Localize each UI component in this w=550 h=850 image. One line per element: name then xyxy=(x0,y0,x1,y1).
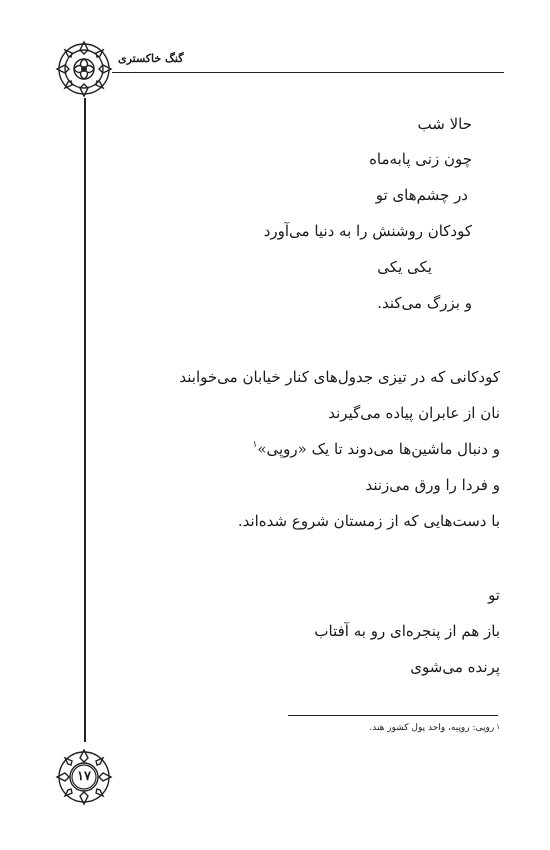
page-number: ۱۷ xyxy=(77,769,91,784)
poem-line: نان از عابران پیاده می‌گیرند xyxy=(328,404,500,422)
poem-line: یکی یکی xyxy=(377,258,432,276)
poem-line: کودکان روشنش را به دنیا می‌آورد xyxy=(263,222,472,240)
footnote xyxy=(369,723,500,733)
poem-line: تو xyxy=(488,586,500,604)
poem-line: و بزرگ می‌کند. xyxy=(377,294,472,312)
poem-line: و فردا را ورق می‌زنند xyxy=(365,476,500,494)
poem-line-text: و دنبال ماشین‌ها می‌دوند تا یک «روپی» xyxy=(257,440,500,458)
poem-line: کودکانی که در تیزی جدول‌های کنار خیابان می‌خوابند xyxy=(179,368,500,386)
footnote-marker: ۱ xyxy=(252,440,258,450)
poem-line xyxy=(251,439,500,459)
poem-line: چون زنی پابه‌ماه xyxy=(369,150,472,168)
running-title: گنگ خاکستری xyxy=(118,52,184,65)
header-rule xyxy=(112,72,504,73)
footnote-marker: ۱ xyxy=(496,723,500,731)
footnote-text: روپی: روپیه، واحد پول کشور هند. xyxy=(369,723,495,733)
top-ornament-icon xyxy=(55,40,113,98)
poem-line: در چشم‌های تو xyxy=(375,186,468,204)
poem-line: با دست‌هایی که از زمستان شروع شده‌اند. xyxy=(237,512,500,530)
footnote-rule xyxy=(288,715,498,716)
poem-line: باز هم از پنجره‌ای رو به آفتاب xyxy=(314,622,500,640)
poem-line: حالا شب xyxy=(417,115,472,133)
margin-rule xyxy=(84,98,86,742)
poem-line: پرنده می‌شوی xyxy=(410,658,500,676)
